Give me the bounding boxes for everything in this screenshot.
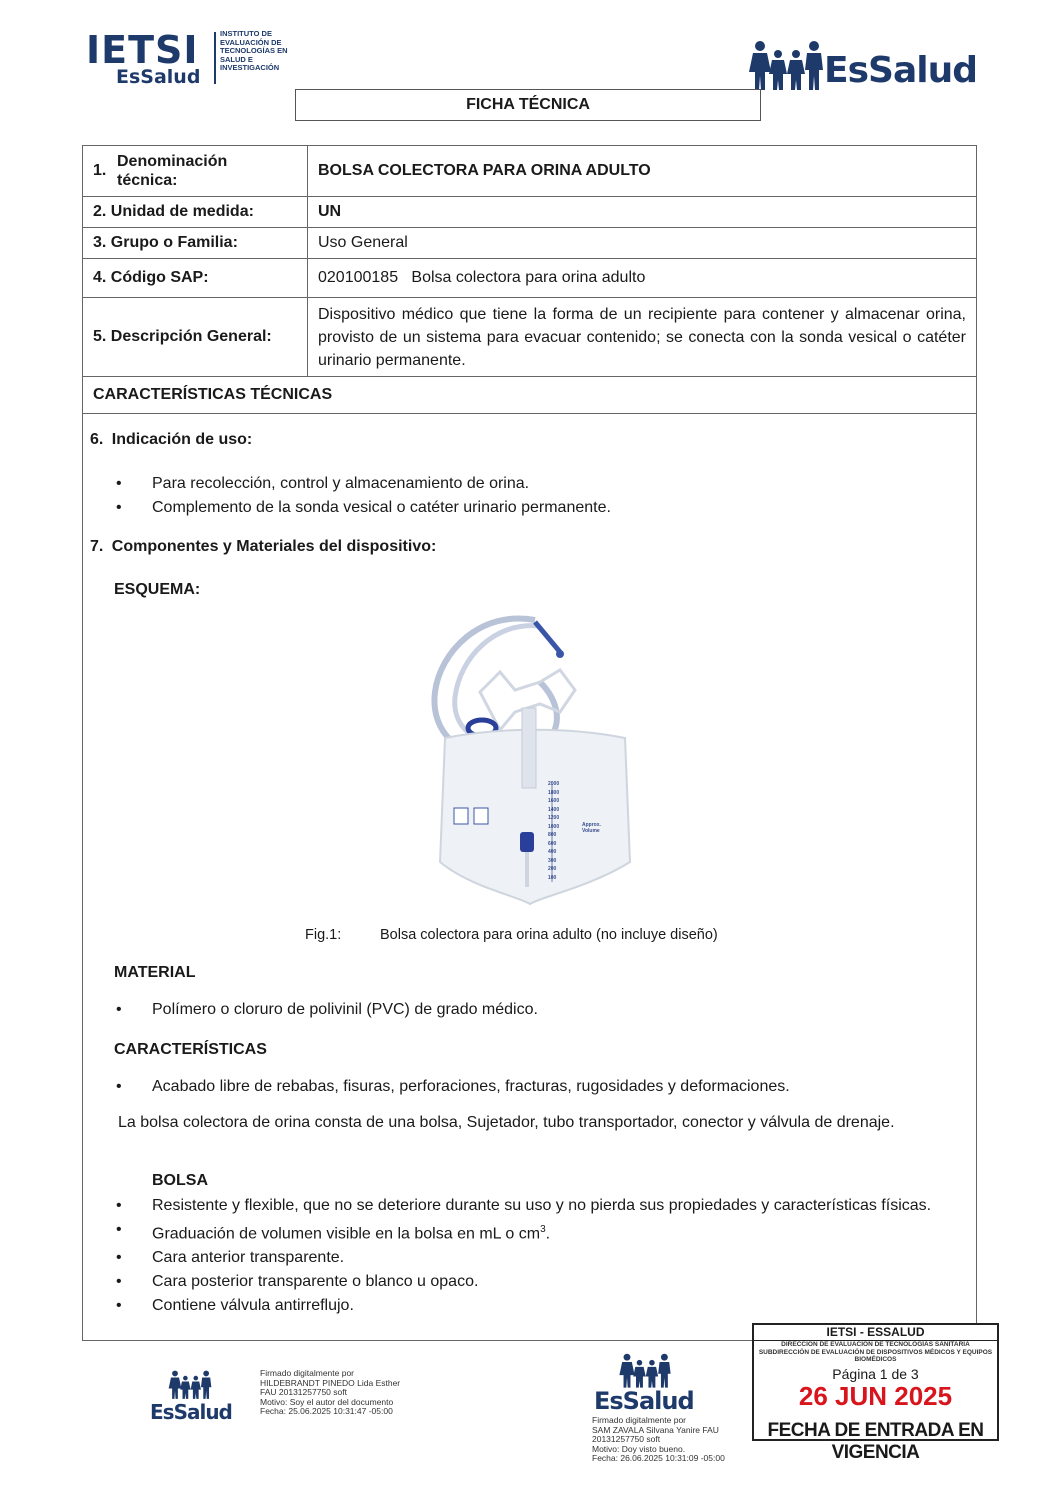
ietsi-logo xyxy=(86,28,306,88)
row-label: 1. Denominación técnica: xyxy=(83,146,308,196)
composition-paragraph: La bolsa colectora de orina consta de una bolsa, Sujetador, tubo transportador, conector y válvula de drenaje. xyxy=(118,1114,895,1131)
material-heading: MATERIAL xyxy=(114,964,196,981)
signature-line: Firmado digitalmente por xyxy=(592,1415,687,1425)
list-item: • Resistente y flexible, que no se deteriore durante su uso y no pierda sus propiedades y características físicas. xyxy=(114,1194,964,1218)
scale-label: 600 xyxy=(548,840,557,847)
row-value: BOLSA COLECTORA PARA ORINA ADULTO xyxy=(318,162,651,179)
list-item: • Contiene válvula antirreflujo. xyxy=(114,1294,964,1318)
footer-logo-center-text: EsSalud xyxy=(594,1387,694,1415)
list-item: • Para recolección, control y almacenamiento de orina. xyxy=(114,472,914,496)
scale-label: 2000 xyxy=(548,781,560,787)
section-title: Indicación de uso: xyxy=(111,431,253,448)
scale-label: 1000 xyxy=(548,823,560,830)
signature-line: 20131257750 soft xyxy=(592,1434,661,1444)
digital-signature-1 xyxy=(260,1369,400,1417)
urine-bag-image xyxy=(420,612,640,908)
section-number: 7. xyxy=(90,538,104,555)
stamp-directorate: DIRECCIÓN DE EVALUACIÓN DE TECNOLOGÍAS SANITARIA xyxy=(781,1341,970,1348)
signature-line: Motivo: Doy visto bueno. xyxy=(592,1443,686,1454)
table-row xyxy=(83,146,976,197)
ietsi-acronym: IETSI xyxy=(86,28,199,72)
essalud-wordmark: EsSalud xyxy=(824,50,977,91)
superscript: 3 xyxy=(540,1224,546,1235)
list-item xyxy=(114,1218,964,1246)
scale-label: 800 xyxy=(548,832,557,838)
scale-label: 1400 xyxy=(548,806,560,813)
row-label: 4. Código SAP: xyxy=(83,259,308,297)
section-header-row xyxy=(83,377,976,413)
bolsa-list xyxy=(114,1194,964,1318)
esquema-label: ESQUEMA: xyxy=(114,581,201,598)
section-title: Componentes y Materiales del dispositivo: xyxy=(111,538,437,555)
row-value: Dispositivo médico que tiene la forma de un recipiente para contener y almacenar orina, provisto de un sistema para evacuar contenido; se conecta con la sonda vesical o catéter urinario permanente. xyxy=(318,305,966,369)
signature-line: Fecha: 26.06.2025 10:31:09 -05:00 xyxy=(592,1453,725,1463)
characteristics-heading: CARACTERÍSTICAS xyxy=(114,1041,267,1058)
figure-caption: Bolsa colectora para orina adulto (no incluye diseño) xyxy=(380,927,718,943)
figure-number: Fig.1: xyxy=(305,927,342,943)
signature-line: Fecha: 25.06.2025 10:31:47 -05:00 xyxy=(260,1406,393,1416)
row-value: 020100185 Bolsa colectora para orina adulto xyxy=(318,269,646,286)
list-item: • Cara anterior transparente. xyxy=(114,1246,964,1270)
section-header: CARACTERÍSTICAS TÉCNICAS xyxy=(93,386,333,403)
scale-label: 100 xyxy=(548,874,557,881)
validity-stamp xyxy=(752,1323,999,1463)
ietsi-divider xyxy=(214,32,216,84)
table-row xyxy=(83,197,976,228)
digital-signature-2 xyxy=(592,1416,725,1464)
table-row xyxy=(83,228,976,259)
graduation-text: Graduación de volumen visible en la bolsa en mL o cm xyxy=(152,1225,541,1243)
scale-label: 1800 xyxy=(548,789,560,796)
footer-logo-left xyxy=(150,1370,240,1425)
family-icon xyxy=(168,1370,212,1400)
scale-label: 1600 xyxy=(548,798,560,804)
signature-line: Motivo: Soy el autor del documento xyxy=(260,1396,394,1407)
essalud-logo xyxy=(748,36,978,96)
material-list xyxy=(114,998,914,1022)
footer-logo-center xyxy=(594,1353,704,1415)
table-row xyxy=(83,298,976,377)
approx-volume-label: Approx. Volume xyxy=(582,822,601,834)
period: . xyxy=(545,1225,551,1243)
stamp-org: IETSI - ESSALUD xyxy=(754,1325,997,1341)
signature-line: Firmado digitalmente por xyxy=(260,1368,355,1378)
signature-line: HILDEBRANDT PINEDO Lida Esther xyxy=(260,1377,401,1388)
section-6-heading xyxy=(90,431,252,449)
indications-list xyxy=(114,472,914,520)
scale-label: 200 xyxy=(548,866,557,872)
signature-line: FAU 20131257750 soft xyxy=(260,1387,347,1397)
stamp-date: 26 JUN 2025 xyxy=(798,1380,953,1411)
spec-table xyxy=(82,145,977,414)
footer-logo-left-text: EsSalud xyxy=(150,1400,232,1424)
page-number: Página 1 de 3 xyxy=(832,1365,919,1382)
table-row xyxy=(83,259,976,298)
list-item: • Complemento de la sonda vesical o catéter urinario permanente. xyxy=(114,496,914,520)
list-item: • Acabado libre de rebabas, fisuras, perforaciones, fracturas, rugosidades y deformaciones. xyxy=(114,1075,934,1099)
characteristics-list xyxy=(114,1075,934,1099)
row-label: 5. Descripción General: xyxy=(83,298,308,376)
ietsi-institute-name: INSTITUTO DE EVALUACIÓN DE TECNOLOGÍAS EN SALUD E INVESTIGACIÓN xyxy=(220,29,288,73)
bolsa-heading: BOLSA xyxy=(152,1172,208,1189)
row-label: 2. Unidad de medida: xyxy=(83,197,308,227)
family-icon xyxy=(618,1353,672,1389)
list-item: • Cara posterior transparente o blanco u opaco. xyxy=(114,1270,964,1294)
scale-label: 300 xyxy=(548,857,557,864)
bottom-rule xyxy=(82,1340,752,1341)
row-label: 3. Grupo o Familia: xyxy=(83,228,308,258)
scale-label: 400 xyxy=(548,849,557,855)
stamp-label: FECHA DE ENTRADA EN VIGENCIA xyxy=(767,1419,984,1463)
family-icon xyxy=(748,40,824,92)
ietsi-sub: EsSalud xyxy=(116,66,201,88)
row-value: Uso General xyxy=(318,234,408,251)
section-number: 6. xyxy=(90,431,104,448)
signature-line: SAM ZAVALA Silvana Yanire FAU xyxy=(592,1424,719,1435)
section-7-heading xyxy=(90,538,436,556)
document-title: FICHA TÉCNICA xyxy=(295,89,761,121)
list-item: • Polímero o cloruro de polivinil (PVC) de grado médico. xyxy=(114,998,914,1022)
stamp-subdirectorate: SUBDIRECCIÓN DE EVALUACIÓN DE DISPOSITIVOS MÉDICOS Y EQUIPOS BIOMÉDICOS xyxy=(758,1348,993,1363)
volume-scale xyxy=(548,780,559,882)
scale-label: 1200 xyxy=(548,815,560,821)
row-value: UN xyxy=(318,203,342,220)
